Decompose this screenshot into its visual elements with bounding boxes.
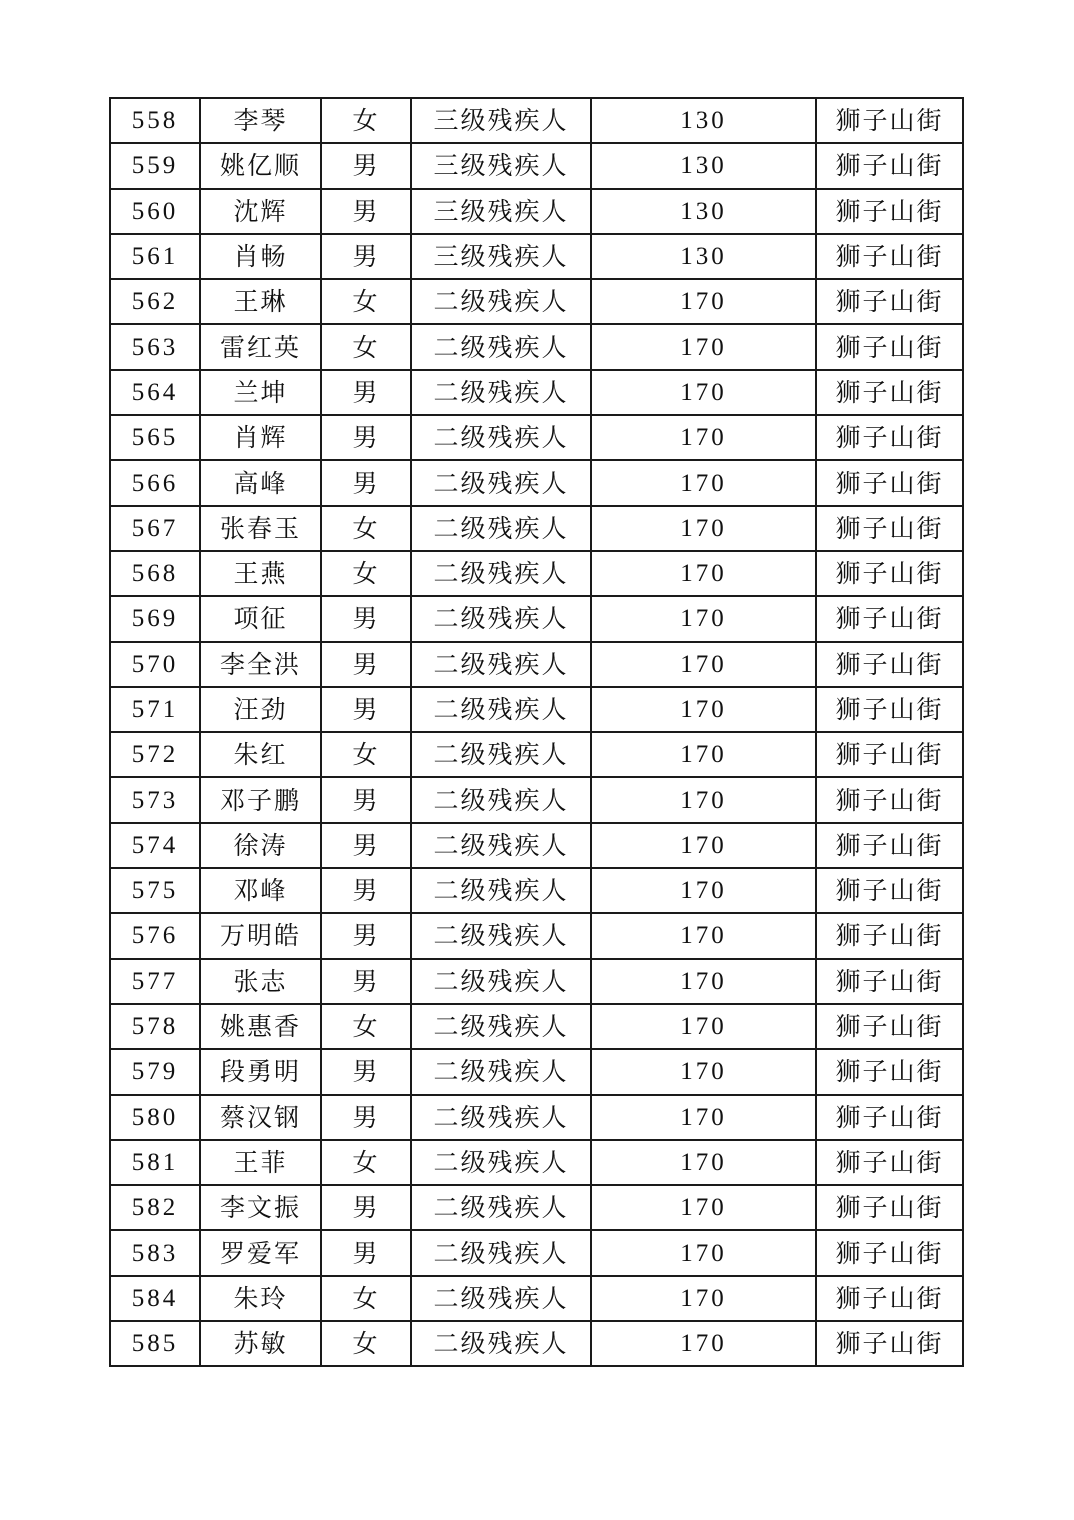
street-cell: 狮子山街 [816,732,963,777]
street-cell: 狮子山街 [816,1185,963,1230]
gender-cell: 女 [321,1004,411,1049]
disability-level-cell: 二级残疾人 [411,1276,591,1321]
table-row [110,551,963,596]
serial-number-cell: 568 [110,551,200,596]
serial-number-cell: 565 [110,415,200,460]
amount-cell: 130 [591,98,816,143]
table-row [110,1095,963,1140]
roster-table [109,97,964,1367]
street-cell: 狮子山街 [816,1095,963,1140]
table-row [110,143,963,188]
street-cell: 狮子山街 [816,370,963,415]
name-cell: 王菲 [200,1140,321,1185]
serial-number-cell: 570 [110,642,200,687]
gender-cell: 女 [321,732,411,777]
street-cell: 狮子山街 [816,596,963,641]
amount-cell: 170 [591,1004,816,1049]
name-cell: 张志 [200,959,321,1004]
table-row [110,1276,963,1321]
disability-level-cell: 二级残疾人 [411,551,591,596]
name-cell: 王燕 [200,551,321,596]
name-cell: 苏敏 [200,1321,321,1366]
gender-cell: 男 [321,415,411,460]
name-cell: 张春玉 [200,506,321,551]
disability-level-cell: 二级残疾人 [411,324,591,369]
street-cell: 狮子山街 [816,687,963,732]
name-cell: 李文振 [200,1185,321,1230]
gender-cell: 女 [321,1140,411,1185]
street-cell: 狮子山街 [816,642,963,687]
name-cell: 李全洪 [200,642,321,687]
amount-cell: 170 [591,1321,816,1366]
street-cell: 狮子山街 [816,279,963,324]
table-row [110,415,963,460]
table-row [110,777,963,822]
table-row [110,1140,963,1185]
table-row [110,687,963,732]
disability-level-cell: 三级残疾人 [411,98,591,143]
disability-level-cell: 二级残疾人 [411,687,591,732]
disability-level-cell: 二级残疾人 [411,1095,591,1140]
table-row [110,460,963,505]
serial-number-cell: 564 [110,370,200,415]
street-cell: 狮子山街 [816,234,963,279]
amount-cell: 170 [591,1049,816,1094]
gender-cell: 男 [321,596,411,641]
street-cell: 狮子山街 [816,1004,963,1049]
table-row [110,1049,963,1094]
serial-number-cell: 572 [110,732,200,777]
name-cell: 汪劲 [200,687,321,732]
serial-number-cell: 575 [110,868,200,913]
amount-cell: 170 [591,777,816,822]
amount-cell: 170 [591,823,816,868]
table-row [110,1230,963,1275]
disability-level-cell: 二级残疾人 [411,1321,591,1366]
gender-cell: 男 [321,1095,411,1140]
serial-number-cell: 571 [110,687,200,732]
table-row [110,959,963,1004]
serial-number-cell: 566 [110,460,200,505]
table-row [110,98,963,143]
gender-cell: 男 [321,868,411,913]
table-row [110,913,963,958]
gender-cell: 女 [321,1276,411,1321]
serial-number-cell: 573 [110,777,200,822]
name-cell: 高峰 [200,460,321,505]
table-row [110,642,963,687]
gender-cell: 女 [321,506,411,551]
serial-number-cell: 584 [110,1276,200,1321]
table-row [110,732,963,777]
gender-cell: 男 [321,823,411,868]
gender-cell: 女 [321,1321,411,1366]
gender-cell: 男 [321,143,411,188]
street-cell: 狮子山街 [816,777,963,822]
name-cell: 项征 [200,596,321,641]
street-cell: 狮子山街 [816,415,963,460]
street-cell: 狮子山街 [816,1321,963,1366]
name-cell: 雷红英 [200,324,321,369]
name-cell: 兰坤 [200,370,321,415]
serial-number-cell: 562 [110,279,200,324]
amount-cell: 170 [591,324,816,369]
serial-number-cell: 578 [110,1004,200,1049]
disability-level-cell: 二级残疾人 [411,1140,591,1185]
amount-cell: 170 [591,415,816,460]
amount-cell: 170 [591,1185,816,1230]
table-row [110,1004,963,1049]
disability-level-cell: 二级残疾人 [411,415,591,460]
gender-cell: 男 [321,642,411,687]
gender-cell: 男 [321,913,411,958]
gender-cell: 男 [321,460,411,505]
name-cell: 邓子鹏 [200,777,321,822]
amount-cell: 170 [591,959,816,1004]
amount-cell: 170 [591,279,816,324]
gender-cell: 男 [321,1185,411,1230]
disability-level-cell: 二级残疾人 [411,823,591,868]
amount-cell: 170 [591,506,816,551]
serial-number-cell: 579 [110,1049,200,1094]
table-row [110,279,963,324]
serial-number-cell: 576 [110,913,200,958]
serial-number-cell: 567 [110,506,200,551]
disability-level-cell: 二级残疾人 [411,506,591,551]
street-cell: 狮子山街 [816,868,963,913]
gender-cell: 男 [321,777,411,822]
amount-cell: 170 [591,732,816,777]
table-row [110,189,963,234]
disability-level-cell: 二级残疾人 [411,1049,591,1094]
street-cell: 狮子山街 [816,506,963,551]
table-row [110,868,963,913]
name-cell: 沈辉 [200,189,321,234]
name-cell: 罗爱军 [200,1230,321,1275]
table-row [110,506,963,551]
serial-number-cell: 580 [110,1095,200,1140]
gender-cell: 女 [321,279,411,324]
name-cell: 万明皓 [200,913,321,958]
street-cell: 狮子山街 [816,143,963,188]
serial-number-cell: 558 [110,98,200,143]
table-row [110,823,963,868]
street-cell: 狮子山街 [816,959,963,1004]
gender-cell: 女 [321,551,411,596]
gender-cell: 男 [321,687,411,732]
name-cell: 姚惠香 [200,1004,321,1049]
disability-level-cell: 三级残疾人 [411,143,591,188]
amount-cell: 170 [591,460,816,505]
serial-number-cell: 569 [110,596,200,641]
amount-cell: 130 [591,143,816,188]
street-cell: 狮子山街 [816,551,963,596]
street-cell: 狮子山街 [816,1140,963,1185]
disability-level-cell: 二级残疾人 [411,777,591,822]
roster-table-body [110,98,963,1366]
table-row [110,1185,963,1230]
name-cell: 姚亿顺 [200,143,321,188]
serial-number-cell: 559 [110,143,200,188]
table-row [110,324,963,369]
disability-level-cell: 二级残疾人 [411,1004,591,1049]
serial-number-cell: 582 [110,1185,200,1230]
name-cell: 段勇明 [200,1049,321,1094]
serial-number-cell: 585 [110,1321,200,1366]
name-cell: 肖辉 [200,415,321,460]
name-cell: 蔡汉钢 [200,1095,321,1140]
name-cell: 邓峰 [200,868,321,913]
street-cell: 狮子山街 [816,1230,963,1275]
serial-number-cell: 581 [110,1140,200,1185]
street-cell: 狮子山街 [816,1276,963,1321]
amount-cell: 130 [591,234,816,279]
amount-cell: 170 [591,1230,816,1275]
disability-level-cell: 二级残疾人 [411,460,591,505]
gender-cell: 女 [321,98,411,143]
name-cell: 王琳 [200,279,321,324]
name-cell: 朱红 [200,732,321,777]
disability-level-cell: 二级残疾人 [411,732,591,777]
name-cell: 朱玲 [200,1276,321,1321]
street-cell: 狮子山街 [816,913,963,958]
amount-cell: 170 [591,596,816,641]
serial-number-cell: 563 [110,324,200,369]
gender-cell: 男 [321,370,411,415]
amount-cell: 170 [591,687,816,732]
disability-level-cell: 二级残疾人 [411,1185,591,1230]
street-cell: 狮子山街 [816,98,963,143]
gender-cell: 男 [321,234,411,279]
street-cell: 狮子山街 [816,823,963,868]
disability-level-cell: 二级残疾人 [411,959,591,1004]
amount-cell: 170 [591,370,816,415]
name-cell: 肖畅 [200,234,321,279]
disability-level-cell: 二级残疾人 [411,370,591,415]
amount-cell: 170 [591,551,816,596]
disability-level-cell: 三级残疾人 [411,189,591,234]
serial-number-cell: 574 [110,823,200,868]
table-row [110,1321,963,1366]
gender-cell: 女 [321,324,411,369]
table-row [110,234,963,279]
disability-level-cell: 二级残疾人 [411,279,591,324]
street-cell: 狮子山街 [816,189,963,234]
serial-number-cell: 560 [110,189,200,234]
name-cell: 徐涛 [200,823,321,868]
gender-cell: 男 [321,959,411,1004]
amount-cell: 170 [591,868,816,913]
disability-level-cell: 二级残疾人 [411,642,591,687]
disability-level-cell: 三级残疾人 [411,234,591,279]
name-cell: 李琴 [200,98,321,143]
amount-cell: 170 [591,642,816,687]
serial-number-cell: 583 [110,1230,200,1275]
disability-level-cell: 二级残疾人 [411,913,591,958]
amount-cell: 170 [591,1276,816,1321]
disability-level-cell: 二级残疾人 [411,596,591,641]
table-row [110,596,963,641]
serial-number-cell: 561 [110,234,200,279]
gender-cell: 男 [321,189,411,234]
street-cell: 狮子山街 [816,324,963,369]
amount-cell: 130 [591,189,816,234]
gender-cell: 男 [321,1230,411,1275]
serial-number-cell: 577 [110,959,200,1004]
amount-cell: 170 [591,1140,816,1185]
disability-level-cell: 二级残疾人 [411,868,591,913]
street-cell: 狮子山街 [816,1049,963,1094]
amount-cell: 170 [591,913,816,958]
disability-level-cell: 二级残疾人 [411,1230,591,1275]
amount-cell: 170 [591,1095,816,1140]
table-row [110,370,963,415]
street-cell: 狮子山街 [816,460,963,505]
gender-cell: 男 [321,1049,411,1094]
